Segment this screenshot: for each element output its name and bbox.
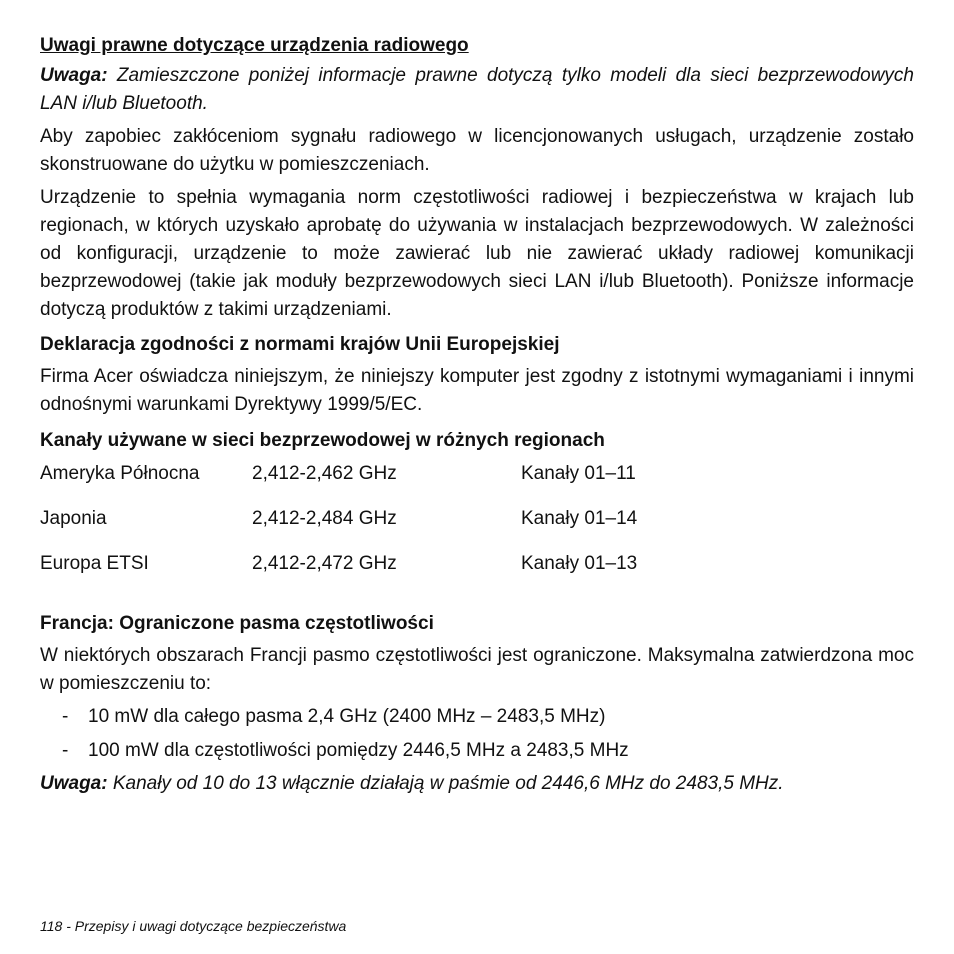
heading-channels: Kanały używane w sieci bezprzewodowej w różnych regionach (40, 430, 605, 451)
channels-cell: Kanały 01–13 (521, 553, 638, 574)
list-item (40, 734, 914, 768)
document-page (40, 34, 914, 803)
region-cell: Ameryka Północna (40, 463, 200, 484)
frequency-cell: 2,412-2,472 GHz (252, 553, 397, 574)
heading-eu-declaration: Deklaracja zgodności z normami krajów Unii Europejskiej (40, 334, 560, 355)
note-label: Uwaga: (40, 65, 108, 86)
channels-cell: Kanały 01–14 (521, 508, 638, 529)
region-cell: Japonia (40, 508, 107, 529)
note-label: Uwaga: (40, 773, 108, 794)
region-cell: Europa ETSI (40, 553, 149, 574)
list-dash: - (62, 740, 69, 761)
list-item (40, 700, 914, 734)
note-text: Zamieszczone poniżej informacje prawne dotyczą tylko modeli dla sieci bezprzewodowych LAN i/lub Bluetooth. (40, 65, 914, 114)
table-row (40, 553, 637, 598)
list-dash: - (62, 706, 69, 727)
frequency-cell: 2,412-2,484 GHz (252, 508, 397, 529)
heading-france: Francja: Ograniczone pasma częstotliwości (40, 613, 434, 634)
france-power-list (40, 700, 914, 768)
paragraph-interference: Aby zapobiec zakłóceniom sygnału radiowego w licencjonowanych usługach, urządzenie zostało skonstruowane do użytku w pomieszczeniach. (40, 126, 914, 175)
list-item-text: 100 mW dla częstotliwości pomiędzy 2446,5 MHz a 2483,5 MHz (88, 740, 629, 761)
note-wireless-models (40, 62, 914, 118)
paragraph-eu-declaration: Firma Acer oświadcza niniejszym, że niniejszy komputer jest zgodny z istotnymi wymaganiami i innymi odnośnymi warunkami Dyrektywy 1999/5/EC. (40, 366, 914, 415)
channels-cell: Kanały 01–11 (521, 463, 636, 484)
paragraph-france: W niektórych obszarach Francji pasmo częstotliwości jest ograniczone. Maksymalna zatwierdzona moc w pomieszczeniu to: (40, 645, 914, 694)
table-row (40, 508, 637, 553)
channels-table (40, 463, 637, 598)
note-channels (40, 770, 914, 798)
note-text: Kanały od 10 do 13 włącznie działają w paśmie od 2446,6 MHz do 2483,5 MHz. (107, 773, 784, 794)
list-item-text: 10 mW dla całego pasma 2,4 GHz (2400 MHz – 2483,5 MHz) (88, 706, 606, 727)
frequency-cell: 2,412-2,462 GHz (252, 463, 397, 484)
paragraph-requirements: Urządzenie to spełnia wymagania norm częstotliwości radiowej i bezpieczeństwa w krajach lub regionach, w których uzyskało aprobatę do używania w instalacjach bezprzewodowych. W zależności od konfiguracji, urządzenie to może zawierać lub nie zawierać układy radiowej komunikacji bezprzewodowej (takie jak moduły bezprzewodowych sieci LAN i/lub Bluetooth). Poniższe informacje dotyczą produktów z takimi urządzeniami. (40, 187, 914, 320)
main-heading: Uwagi prawne dotyczące urządzenia radiowego (40, 35, 469, 56)
page-footer: 118 - Przepisy i uwagi dotyczące bezpieczeństwa (40, 918, 347, 934)
table-row (40, 463, 637, 508)
